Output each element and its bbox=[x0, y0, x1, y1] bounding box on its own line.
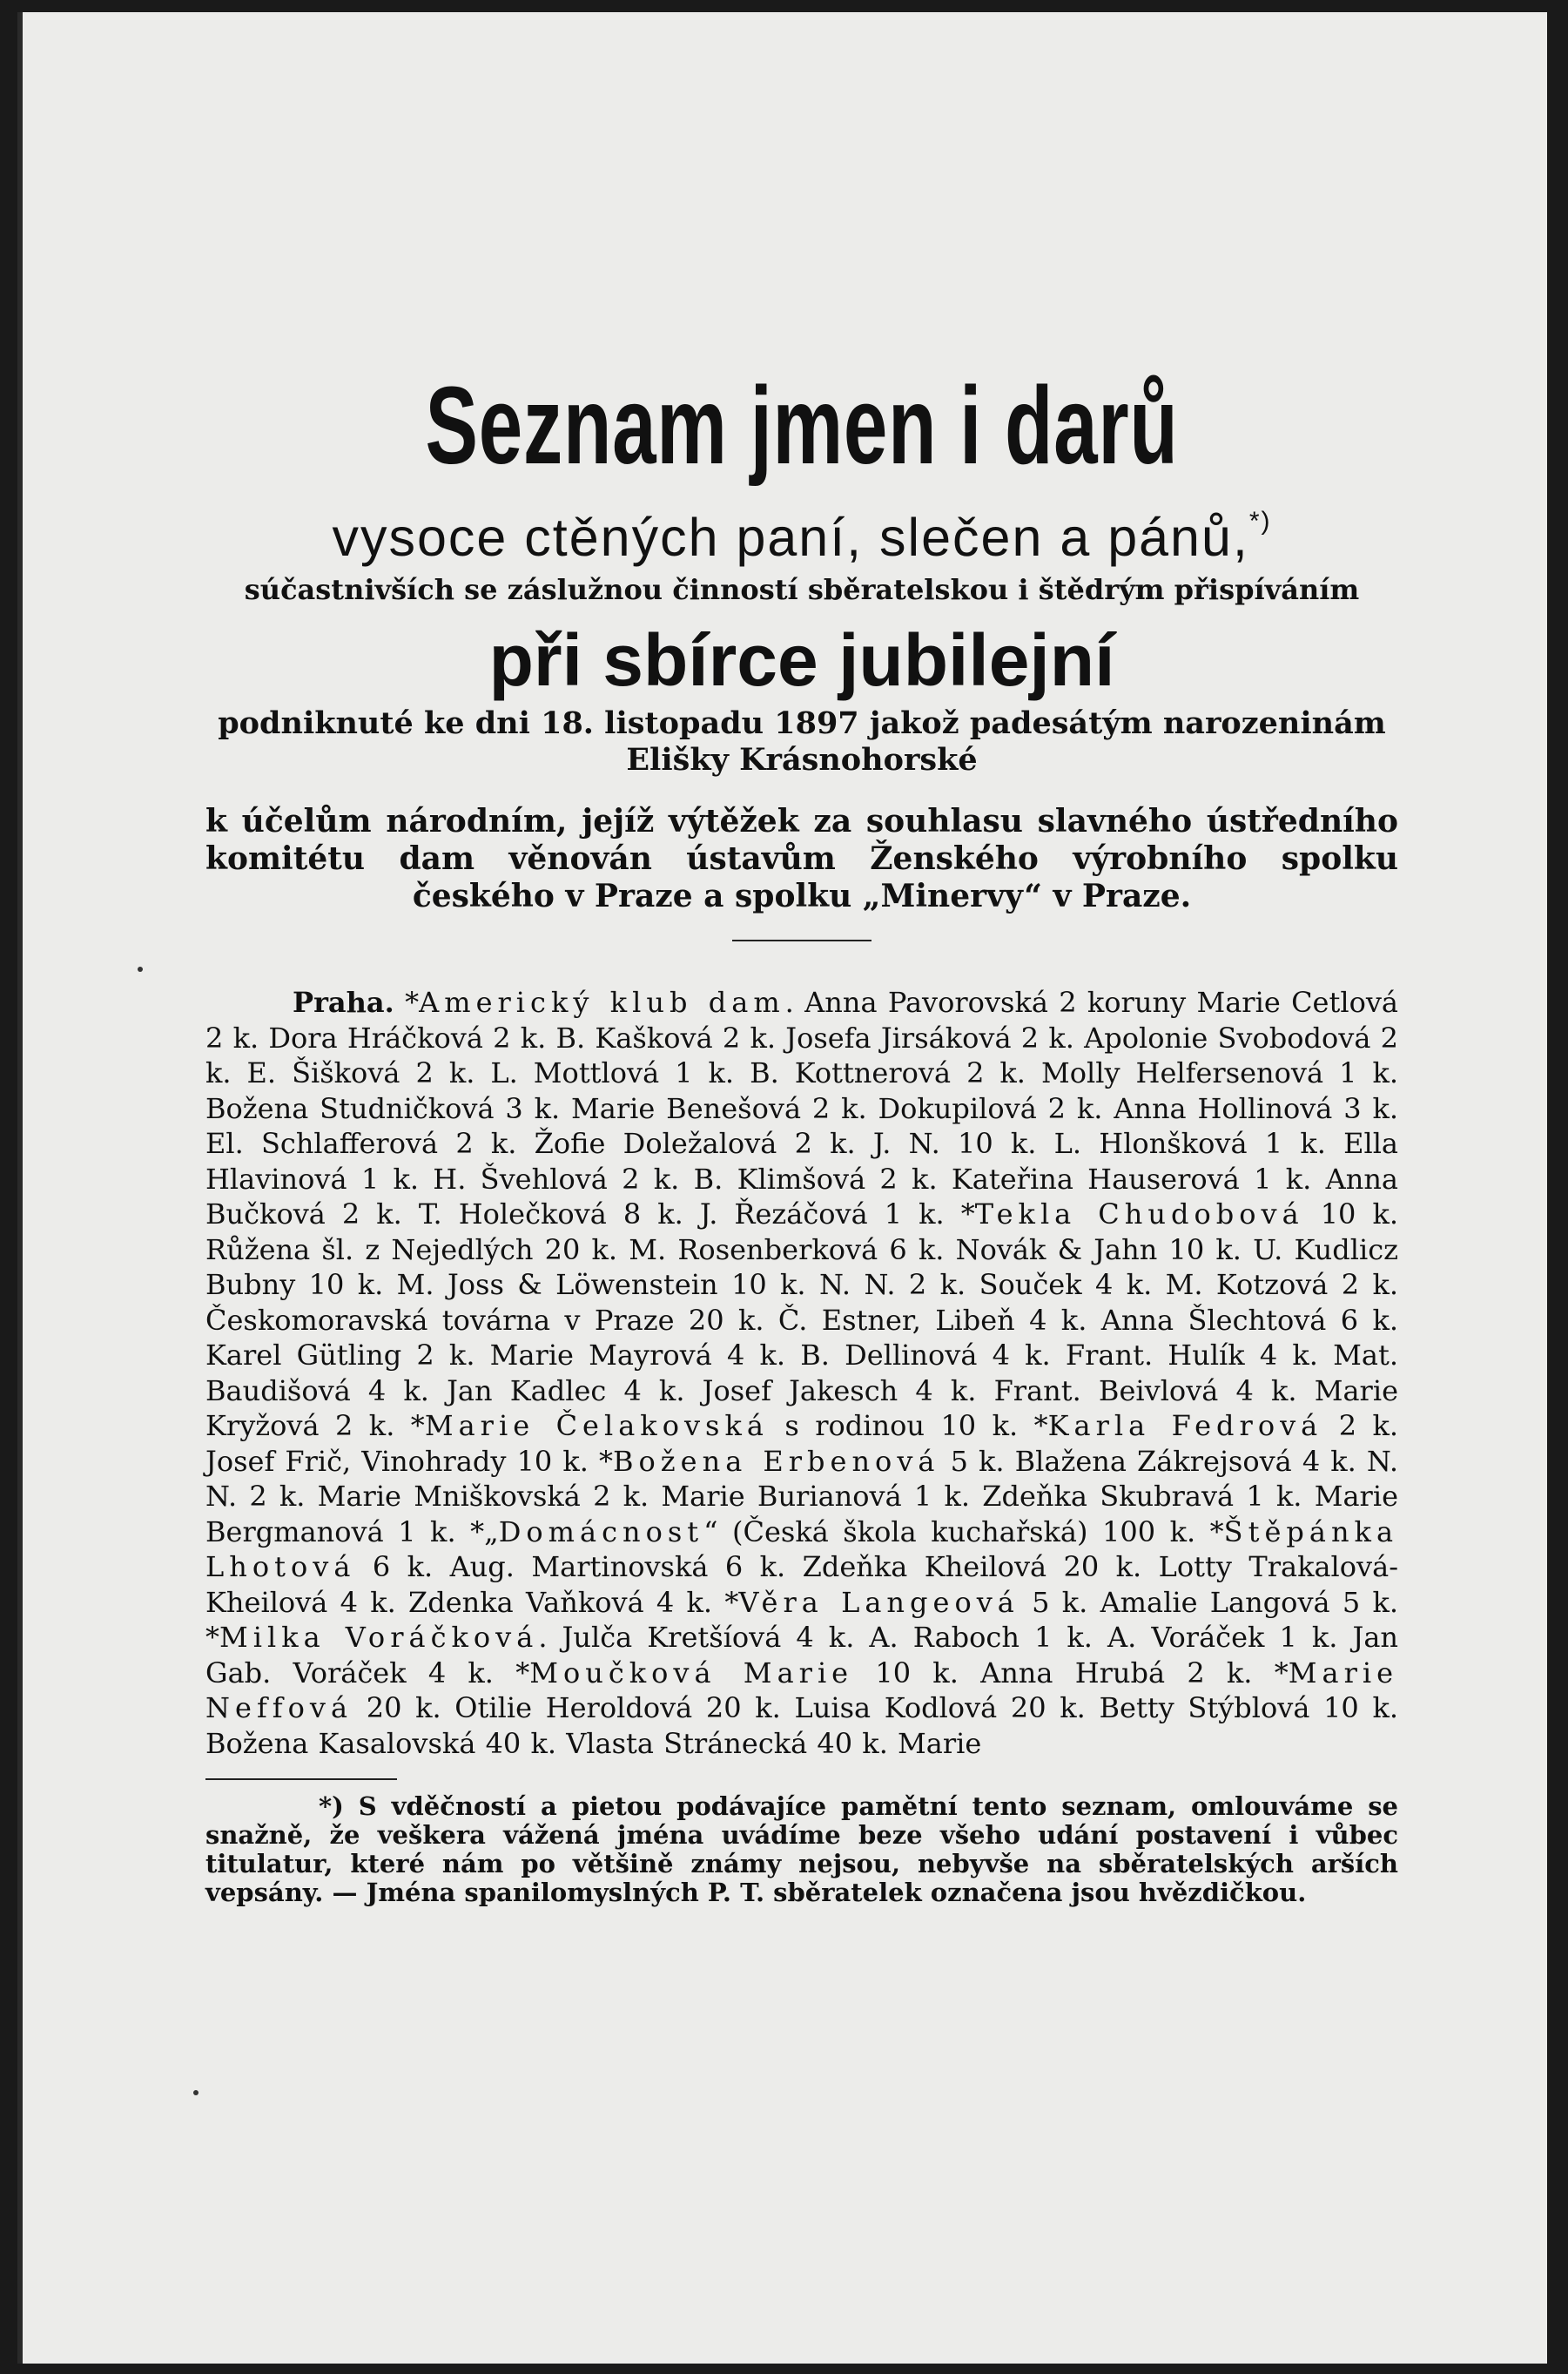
donor-entries: 6 k. Aug. Martinovská 6 k. Zdeňka Kheilová 20 k. Lotty Trakalová-Kheilová 4 k. Zdenka Vaňková 4 k. * bbox=[205, 1550, 1398, 1619]
collector-name: Marie Neffová bbox=[205, 1656, 1399, 1724]
collector-name: Štěpánka Lhotová bbox=[205, 1514, 1399, 1583]
donor-entries: . Julča Kretšíová 4 k. A. Raboch 1 k. A. Voráček 1 k. Jan Gab. Voráček 4 k. * bbox=[205, 1621, 1399, 1689]
donor-entries: 20 k. Otilie Heroldová 20 k. Luisa Kodlová 20 k. Betty Stýblová 10 k. Božena Kasalovská 40 k. Vlasta Stránecká 40 k. Marie bbox=[205, 1691, 1398, 1760]
purpose-paragraph: k účelům národním, jejíž výtěžek za souhlasu slavného ústředního komitétu dam věnován ústavům Ženského výrobního spolku českého v Praze a spolku „Minervy“ v Praze. bbox=[205, 803, 1398, 914]
collector-name: Božena Erbenová bbox=[613, 1444, 940, 1478]
donor-entries: . Anna Pavorovská 2 koruny Marie Cetlová 2 k. Dora Hráčková 2 k. B. Kašková 2 k. Josefa Jirsáková 2 k. Apolonie Svobodová 2 k. E. Šišková 2 k. L. Mottlová 1 k. B. Kottnerová 2 k. Molly Helfersenová 1 k. Božena Studničková 3 k. Marie Benešová 2 k. Dokupilová 2 k. Anna Hollinová 3 k. El. Schlafferová 2 k. Žofie Doležalová 2 k. J. N. 10 k. L. Hlonšková 1 k. Ella Hlavinová 1 k. H. Švehlová 2 k. B. Klimšová 2 k. Kateřina Hauserová 1 k. Anna Bučková 2 k. T. Holečková 8 k. J. Řezáčová 1 k. * bbox=[205, 986, 1399, 1231]
donor-entries: s rodinou 10 k. * bbox=[768, 1409, 1048, 1442]
footnote-divider bbox=[205, 1778, 397, 1780]
donor-entries: 10 k. Anna Hrubá 2 k. * bbox=[853, 1656, 1289, 1689]
donor-entries: 2 k. Josef Frič, Vinohrady 10 k. * bbox=[205, 1409, 1399, 1478]
participation-line: súčastnivších se záslužnou činností sběratelskou i štědrým přispíváním bbox=[244, 573, 1360, 606]
document-page bbox=[17, 12, 1547, 2364]
scan-speck bbox=[193, 2090, 199, 2095]
donor-list bbox=[205, 985, 1398, 1761]
city-heading: Praha. bbox=[293, 986, 394, 1019]
scan-speck bbox=[138, 967, 143, 972]
footnote: *) S vděčností a pietou podávajíce pamětní tento seznam, omlouváme se snažně, že veškera vážená jména uvádíme beze všeho udání postavení i vůbec titulatur, které nám po většině známy nejsou, nebyvše na sběratelských arších vepsány. — Jména spanilomyslných P. T. sběratelek označena jsou hvězdičkou. bbox=[205, 1791, 1398, 1907]
collector-name: Karla Fedrová bbox=[1047, 1409, 1323, 1442]
donor-entries: 5 k. Blažena Zákrejsová 4 k. N. N. 2 k. Marie Mniškovská 2 k. Marie Burianová 1 k. Zdeňka Skubravá 1 k. Marie Bergmanová 1 k. *„ bbox=[205, 1444, 1399, 1548]
page-title: Seznam jmen i darů bbox=[425, 364, 1179, 487]
donor-entries: “ (Česká škola kuchařská) 100 k. * bbox=[703, 1514, 1224, 1548]
collection-heading: při sbírce jubilejní bbox=[488, 619, 1115, 701]
subtitle-text: vysoce ctěných paní, slečen a pánů, bbox=[332, 508, 1249, 567]
footnote-mark: *) bbox=[1248, 507, 1272, 536]
collector-name: Marie Čelakovská bbox=[424, 1409, 769, 1442]
collector-name: Věra Langeová bbox=[738, 1585, 1020, 1619]
occasion-line: podniknuté ke dni 18. listopadu 1897 jakož padesátým narozeninám Elišky Krásnohorské bbox=[218, 705, 1386, 778]
collector-name: Moučková Marie bbox=[529, 1656, 854, 1689]
collector-name: Tekla Chudobová bbox=[974, 1197, 1304, 1231]
page-content bbox=[205, 361, 1398, 1907]
donor-entries: 5 k. Amalie Langová 5 k. * bbox=[205, 1585, 1399, 1654]
section-divider bbox=[732, 940, 871, 941]
donor-entries: * bbox=[394, 986, 420, 1019]
donor-entries: 10 k. Růžena šl. z Nejedlých 20 k. M. Rosenberková 6 k. Novák & Jahn 10 k. U. Kudlicz Bubny 10 k. M. Joss & Löwenstein 10 k. N. N. 2 k. Souček 4 k. M. Kotzová 2 k. Českomoravská továrna v Praze 20 k. Č. Estner, Libeň 4 k. Anna Šlechtová 6 k. Karel Gütling 2 k. Marie Mayrová 4 k. B. Dellinová 4 k. Frant. Hulík 4 k. Mat. Baudišová 4 k. Jan Kadlec 4 k. Josef Jakesch 4 k. Frant. Beivlová 4 k. Marie Kryžová 2 k. * bbox=[205, 1197, 1399, 1442]
subtitle bbox=[205, 491, 1398, 568]
collector-name: Americký klub dam bbox=[419, 986, 785, 1019]
collector-name: Milka Voráčková bbox=[219, 1621, 539, 1654]
collector-name: Domácnost bbox=[498, 1514, 704, 1548]
